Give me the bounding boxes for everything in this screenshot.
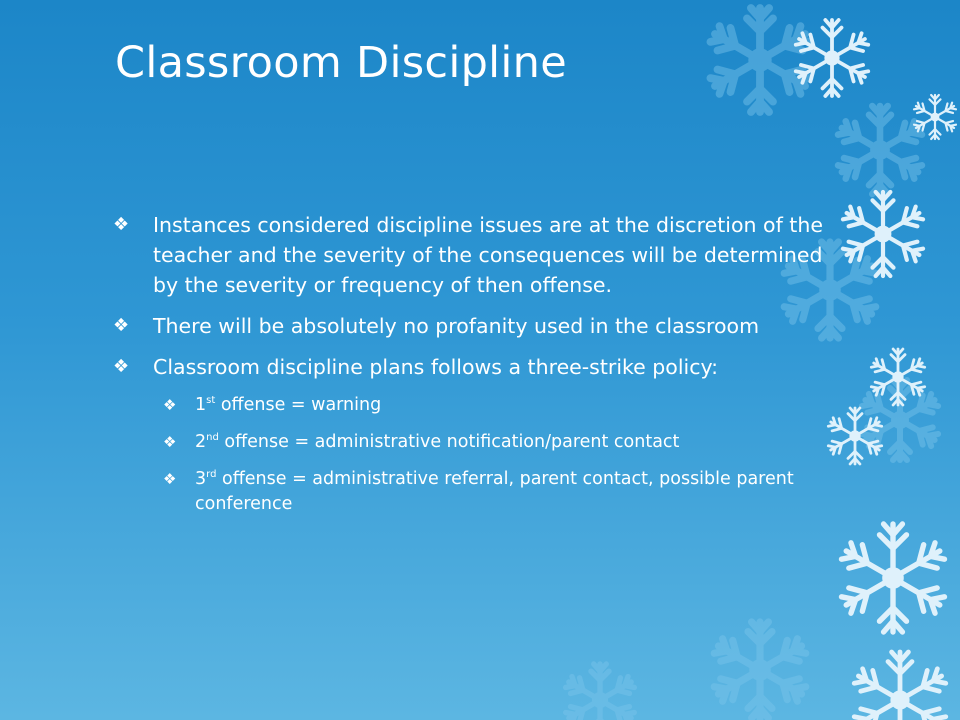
- ordinal-suffix: rd: [206, 469, 217, 481]
- sub-bullet-text: offense = warning: [215, 395, 382, 415]
- bullet-item: [113, 210, 833, 300]
- bullet-item: [113, 311, 833, 341]
- offense-number: 2: [195, 432, 207, 452]
- diamond-bullet-icon: ❖: [163, 433, 177, 451]
- ordinal-suffix: nd: [206, 432, 219, 444]
- diamond-bullet-icon: ❖: [113, 356, 130, 377]
- offense-number: 1: [195, 395, 207, 415]
- offense-number: 3: [195, 469, 207, 489]
- bullet-text: Instances considered discipline issues are at the discretion of the teacher and the severity of the consequences will be determined by the severity or frequency of then offense.: [153, 213, 823, 297]
- sub-bullet-item: [163, 430, 833, 455]
- diamond-bullet-icon: ❖: [113, 315, 130, 336]
- sub-bullet-item: [163, 393, 833, 418]
- diamond-bullet-icon: ❖: [113, 214, 130, 235]
- bullet-text: There will be absolutely no profanity used in the classroom: [153, 314, 760, 338]
- sub-bullet-item: [163, 467, 833, 517]
- ordinal-suffix: st: [206, 395, 216, 407]
- slide-title: Classroom Discipline: [115, 38, 567, 88]
- slide-content: [113, 210, 833, 529]
- sub-bullet-text: offense = administrative referral, parent contact, possible parent conference: [195, 469, 794, 514]
- diamond-bullet-icon: ❖: [163, 396, 177, 414]
- diamond-bullet-icon: ❖: [163, 470, 177, 488]
- sub-bullet-text: offense = administrative notification/parent contact: [218, 432, 680, 452]
- bullet-text: Classroom discipline plans follows a three-strike policy:: [153, 355, 719, 379]
- bullet-item: [113, 352, 833, 382]
